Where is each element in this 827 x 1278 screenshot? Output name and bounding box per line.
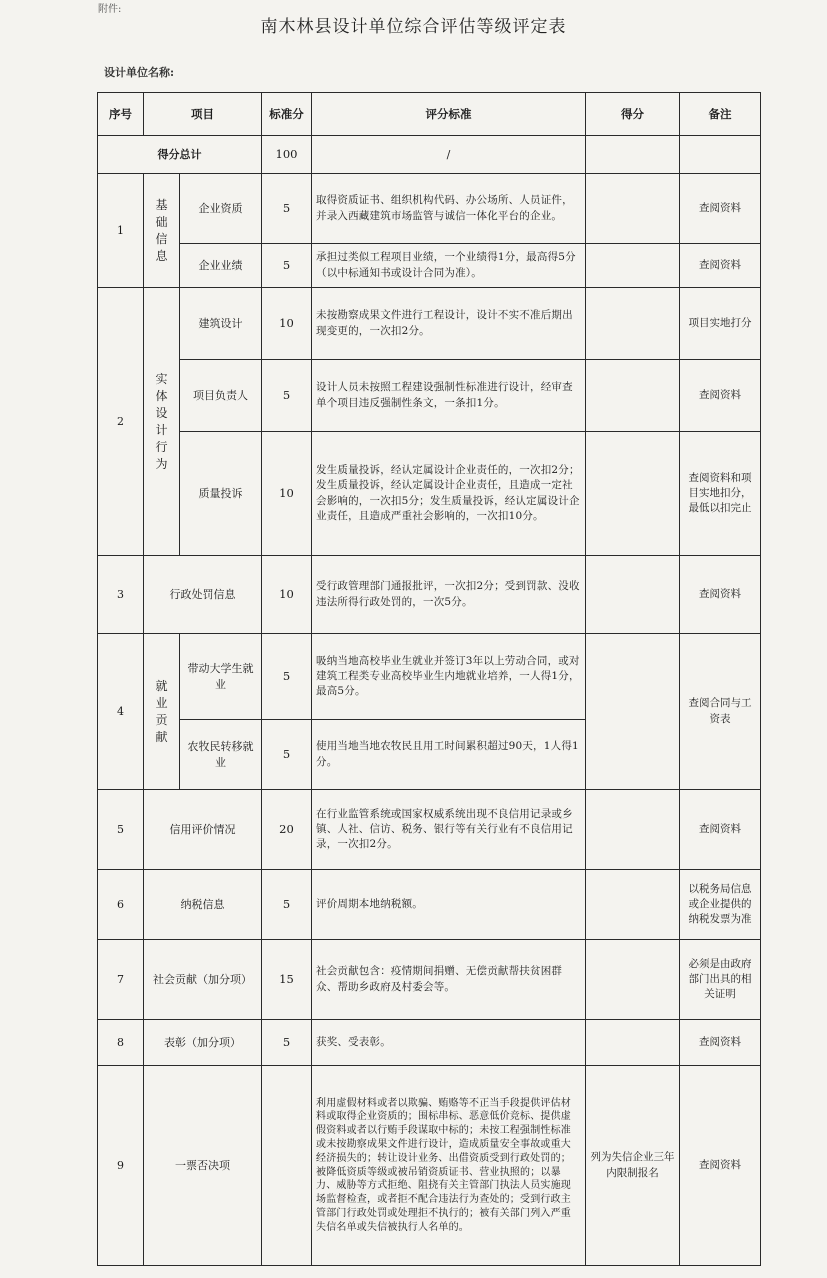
score-cell[interactable] <box>586 790 680 870</box>
total-criteria: / <box>312 136 586 174</box>
table-row <box>98 244 761 288</box>
score-cell[interactable] <box>586 556 680 634</box>
item-name: 带动大学生就业 <box>180 634 262 720</box>
row-no: 5 <box>98 790 144 870</box>
col-header-score: 得分 <box>586 93 680 136</box>
col-header-note: 备注 <box>680 93 761 136</box>
standard-score <box>262 1066 312 1266</box>
note-text: 查阅资料和项目实地扣分，最低以扣完止 <box>680 432 761 556</box>
total-score-cell[interactable] <box>586 136 680 174</box>
standard-score: 5 <box>262 1020 312 1066</box>
item-name: 纳税信息 <box>144 870 262 940</box>
evaluation-table <box>97 92 761 1266</box>
note-text: 查阅合同与工资表 <box>680 634 761 790</box>
veto-result: 列为失信企业三年内限制报名 <box>586 1066 680 1266</box>
item-name: 建筑设计 <box>180 288 262 360</box>
category-employment: 就业贡献 <box>155 678 168 744</box>
criteria-text: 吸纳当地高校毕业生就业并签订3年以上劳动合同，或对建筑工程类专业高校毕业生内地就业培养，一人得1分，最高5分。 <box>312 634 586 720</box>
score-cell[interactable] <box>586 288 680 360</box>
item-name: 质量投诉 <box>180 432 262 556</box>
standard-score: 20 <box>262 790 312 870</box>
item-name: 信用评价情况 <box>144 790 262 870</box>
note-text: 查阅资料 <box>680 790 761 870</box>
category-cell <box>144 288 180 556</box>
item-name: 项目负责人 <box>180 360 262 432</box>
category-cell <box>144 634 180 790</box>
score-cell[interactable] <box>586 1020 680 1066</box>
standard-score: 5 <box>262 174 312 244</box>
note-text: 以税务局信息或企业提供的纳税发票为准 <box>680 870 761 940</box>
total-row <box>98 136 761 174</box>
item-name: 企业资质 <box>180 174 262 244</box>
table-row <box>98 432 761 556</box>
standard-score: 10 <box>262 556 312 634</box>
item-name: 一票否决项 <box>144 1066 262 1266</box>
row-no: 1 <box>98 174 144 288</box>
standard-score: 5 <box>262 360 312 432</box>
score-cell[interactable] <box>586 174 680 244</box>
score-cell[interactable] <box>586 870 680 940</box>
score-cell[interactable] <box>586 360 680 432</box>
total-note <box>680 136 761 174</box>
annex-label: 附件: <box>98 4 122 15</box>
col-header-standard-score: 标准分 <box>262 93 312 136</box>
item-name: 表彰（加分项） <box>144 1020 262 1066</box>
category-cell <box>144 174 180 288</box>
standard-score: 10 <box>262 432 312 556</box>
row-no: 4 <box>98 634 144 790</box>
table-row <box>98 790 761 870</box>
criteria-text: 取得资质证书、组织机构代码、办公场所、人员证件，并录入西藏建筑市场监管与诚信一体化平台的企业。 <box>312 174 586 244</box>
item-name: 农牧民转移就业 <box>180 720 262 790</box>
criteria-text: 受行政管理部门通报批评，一次扣2分；受到罚款、没收违法所得行政处罚的，一次5分。 <box>312 556 586 634</box>
row-no: 9 <box>98 1066 144 1266</box>
criteria-text: 评价周期本地纳税额。 <box>312 870 586 940</box>
standard-score: 10 <box>262 288 312 360</box>
criteria-text: 在行业监管系统或国家权威系统出现不良信用记录或乡镇、人社、信访、税务、银行等有关行业有不良信用记录，一次扣2分。 <box>312 790 586 870</box>
note-text: 查阅资料 <box>680 174 761 244</box>
header-row <box>98 93 761 136</box>
score-cell[interactable] <box>586 940 680 1020</box>
item-name: 企业业绩 <box>180 244 262 288</box>
criteria-text: 未按勘察成果文件进行工程设计，设计不实不准后期出现变更的，一次扣2分。 <box>312 288 586 360</box>
category-basic: 基础信息 <box>155 197 168 263</box>
criteria-text: 发生质量投诉，经认定属设计企业责任的，一次扣2分；发生质量投诉，经认定属设计企业责任，且造成一定社会影响的，一次扣5分；发生质量投诉，经认定属设计企业责任，且造成严重社会影响的，一次扣10分。 <box>312 432 586 556</box>
note-text: 查阅资料 <box>680 360 761 432</box>
criteria-text: 设计人员未按照工程建设强制性标准进行设计，经审查单个项目违反强制性条文，一条扣1分。 <box>312 360 586 432</box>
table-row <box>98 634 761 720</box>
score-cell[interactable] <box>586 432 680 556</box>
standard-score: 5 <box>262 634 312 720</box>
category-design: 实体设计行为 <box>155 371 168 471</box>
criteria-text: 社会贡献包含：疫情期间捐赠、无偿贡献帮扶贫困群众、帮助乡政府及村委会等。 <box>312 940 586 1020</box>
note-text: 查阅资料 <box>680 244 761 288</box>
table-row <box>98 1020 761 1066</box>
standard-score: 15 <box>262 940 312 1020</box>
unit-name-label: 设计单位名称: <box>104 66 175 79</box>
table-row <box>98 870 761 940</box>
col-header-criteria: 评分标准 <box>312 93 586 136</box>
row-no: 3 <box>98 556 144 634</box>
note-text: 查阅资料 <box>680 556 761 634</box>
table-row <box>98 288 761 360</box>
col-header-no: 序号 <box>98 93 144 136</box>
table-row <box>98 940 761 1020</box>
row-no: 2 <box>98 288 144 556</box>
criteria-text: 承担过类似工程项目业绩，一个业绩得1分，最高得5分（以中标通知书或设计合同为准）。 <box>312 244 586 288</box>
standard-score: 5 <box>262 870 312 940</box>
total-label: 得分总计 <box>98 136 262 174</box>
page-title: 南木林县设计单位综合评估等级评定表 <box>260 17 567 37</box>
note-text: 必须是由政府部门出具的相关证明 <box>680 940 761 1020</box>
note-text: 查阅资料 <box>680 1020 761 1066</box>
standard-score: 5 <box>262 720 312 790</box>
note-text: 查阅资料 <box>680 1066 761 1266</box>
criteria-text: 利用虚假材料或者以欺骗、贿赂等不正当手段提供评估材料或取得企业资质的；围标串标、恶意低价竞标、提供虚假资料或者以行贿手段谋取中标的；未按工程强制性标准或未按勘察成果文件进行设计，造成质量安全事故或重大经济损失的；转让设计业务、出借资质受到行政处罚的；被降低资质等级或被吊销资质证书、营业执照的；以暴力、威胁等方式拒绝、阻挠有关主管部门执法人员实施现场监督检查，或者拒不配合违法行为查处的；受到行政主管部门行政处罚或处理拒不执行的；被有关部门列入严重失信名单或失信被执行人名单的。 <box>312 1066 586 1266</box>
item-name: 行政处罚信息 <box>144 556 262 634</box>
evaluation-table-wrapper <box>97 92 760 1266</box>
col-header-item: 项目 <box>144 93 262 136</box>
row-no: 6 <box>98 870 144 940</box>
score-cell[interactable] <box>586 634 680 790</box>
table-row <box>98 360 761 432</box>
table-row <box>98 1066 761 1266</box>
criteria-text: 获奖、受表彰。 <box>312 1020 586 1066</box>
table-row <box>98 556 761 634</box>
item-name: 社会贡献（加分项） <box>144 940 262 1020</box>
table-row <box>98 174 761 244</box>
score-cell[interactable] <box>586 244 680 288</box>
standard-score: 5 <box>262 244 312 288</box>
row-no: 7 <box>98 940 144 1020</box>
note-text: 项目实地打分 <box>680 288 761 360</box>
total-score: 100 <box>262 136 312 174</box>
row-no: 8 <box>98 1020 144 1066</box>
criteria-text: 使用当地当地农牧民且用工时间累积超过90天，1人得1分。 <box>312 720 586 790</box>
